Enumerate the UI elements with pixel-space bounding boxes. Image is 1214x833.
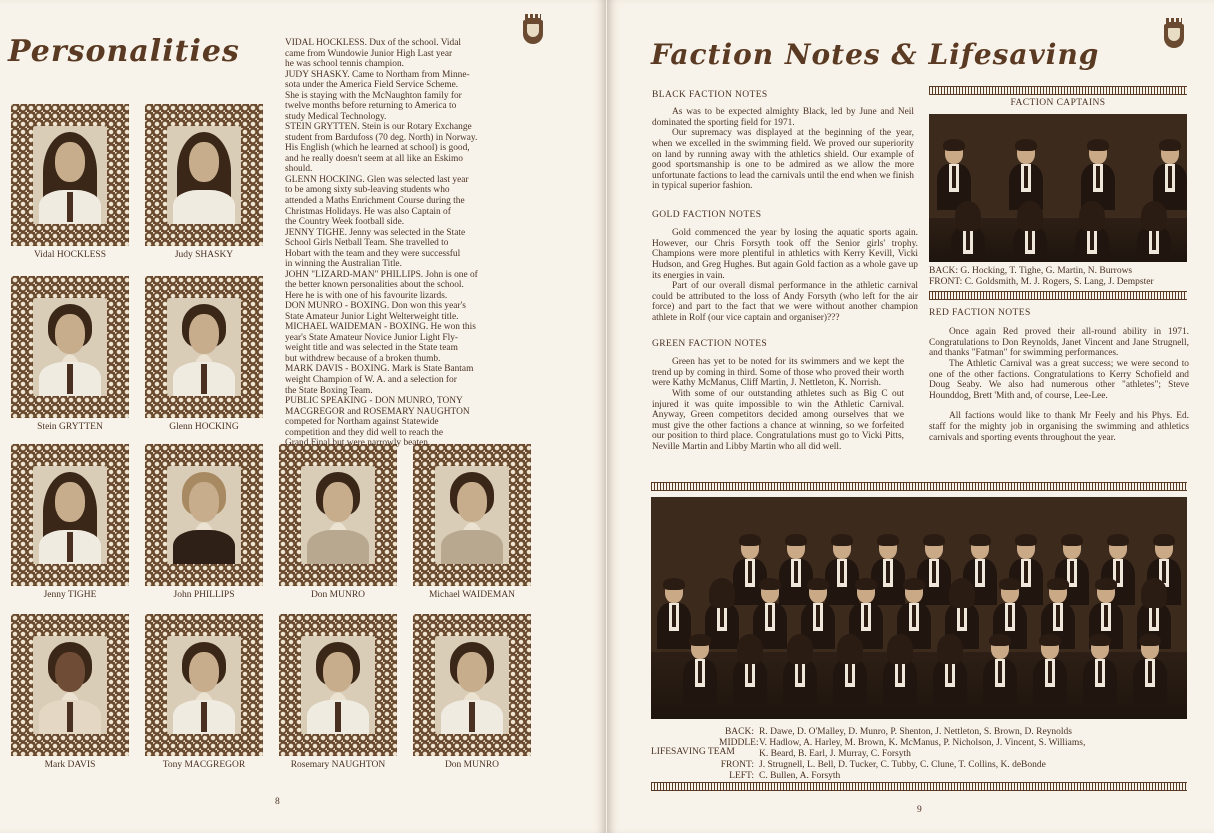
bio-line: and he really doesn't seem at all like an Eskimo (285, 153, 463, 164)
faction-captains-heading: FACTION CAPTAINS (1010, 98, 1106, 108)
bio-line: Here he is with one of his favourite lizards. (285, 290, 448, 301)
bio-line: Christmas Holidays. He was also Captain of (285, 206, 451, 217)
decorative-border (651, 482, 1187, 491)
red-faction-heading: RED FACTION NOTES (929, 308, 1031, 318)
green-faction-text (652, 357, 904, 453)
bio-line: competition and they did well to reach the (285, 427, 444, 438)
caption-names: J. Strugnell, L. Bell, D. Tucker, C. Tubby, C. Clune, T. Collins, K. deBonde (759, 759, 1046, 770)
lifesaving-team-caption (719, 727, 1189, 782)
bio-line: Grand Final but were narrowly beaten. (285, 438, 431, 449)
bio-line: She is staying with the McNaughton family for (285, 90, 462, 101)
paragraph: Green has yet to be noted for its swimmers and we kept the trend up by coming in third. Some of those who proved their worth were Kathy McManus, Cliff Martin, J. Nettleton, K. Norrish. (652, 357, 904, 389)
bio-line: Hobart with the team and they were successful (285, 248, 461, 259)
caption-names: G. Hocking, T. Tighe, G. Martin, N. Burrows (960, 266, 1133, 276)
bio-line: JUDY SHASKY. Came to Northam from Minne- (285, 69, 470, 80)
caption-names: K. Beard, B. Earl, J. Murray, C. Forsyth (759, 748, 911, 759)
caption-names: C. Goldsmith, M. J. Rogers, S. Lang, J. Dempster (964, 276, 1154, 287)
bio-line: State Amateur Junior Light Welterweight title. (285, 311, 459, 322)
caption-label: FRONT: (929, 276, 963, 287)
bio-line: but withdrew because of a broken thumb. (285, 353, 441, 364)
right-page (607, 0, 1214, 833)
caption-names: C. Bullen, A. Forsyth (759, 770, 841, 781)
bio-line: PUBLIC SPEAKING - DON MUNRO, TONY (285, 396, 463, 407)
paragraph: With some of our outstanding athletes such as Big C out injured it was quite impossible to win the Athletic Carnival. Anyway, Green competitors decided among ourselves that we must give the other factions a chance at winning, so we forfeited our position to third place. Congratulations must go to Vicki Pitts, Neville Martin and Libby Martin who all did well. (652, 388, 904, 452)
bio-line: DON MUNRO - BOXING. Don won this year's (285, 301, 466, 312)
portrait-name: Tony MACGREGOR (162, 760, 246, 770)
bio-line: MICHAEL WAIDEMAN - BOXING. He won this (285, 322, 476, 333)
portrait-name: Rosemary NAUGHTON (290, 760, 386, 770)
bio-line: student from Bardufoss (70 deg. North) in Norway. (285, 132, 478, 143)
bio-line: twelve months before returning to America to (285, 101, 457, 112)
bio-line: he was school tennis champion. (285, 59, 404, 70)
green-faction-heading: GREEN FACTION NOTES (652, 339, 768, 349)
bio-line: STEIN GRYTTEN. Stein is our Rotary Exchange (285, 122, 472, 133)
caption-label: MIDDLE: (719, 737, 759, 748)
portrait-name: Jenny TIGHE (43, 590, 97, 600)
bio-line: should. (285, 164, 313, 175)
portrait-name: John PHILLIPS (173, 590, 235, 600)
bio-line: JENNY TIGHE. Jenny was selected in the State (285, 227, 466, 238)
bio-line: competed for Northam against Statewide (285, 417, 439, 428)
red-faction-text (929, 327, 1189, 443)
caption-label: BACK: (929, 266, 959, 276)
paragraph: Once again Red proved their all-round ability in 1971. Congratulations to Don Reynolds, Janet Vincent and Jane Strugnell, and thanks "Fatman" for swimming performances. (929, 327, 1189, 359)
bio-line: came from Wundowie Junior High Last year (285, 48, 453, 59)
bio-line: year's State Amateur Novice Junior Light Fly- (285, 332, 459, 343)
paragraph: As was to be expected almighty Black, led by June and Neil dominated the sporting field for 1971. (652, 107, 914, 128)
faction-captains-caption (929, 266, 1191, 288)
page-title-faction-notes: Faction Notes & Lifesaving (651, 38, 1100, 71)
decorative-border (929, 86, 1187, 95)
bio-line: the Country Week football side. (285, 217, 405, 228)
portrait-name: Judy SHASKY (174, 250, 234, 260)
gold-faction-heading: GOLD FACTION NOTES (652, 210, 762, 220)
portrait-name: Stein GRYTTEN (37, 422, 103, 432)
paragraph: All factions would like to thank Mr Feely and his Phys. Ed. staff for the mighty job in organising the swimming and athletics carnivals and sporting events throughout the year. (929, 411, 1189, 443)
portrait-name: Mark DAVIS (44, 760, 96, 770)
portrait-name: Don MUNRO (310, 590, 366, 600)
caption-names: R. Dawe, D. O'Malley, D. Munro, P. Shenton, J. Nettleton, S. Brown, D. Reynolds (759, 727, 1072, 737)
bio-line: MARK DAVIS - BOXING. Mark is State Bantam (285, 364, 474, 375)
personalities-bio-text (285, 38, 520, 449)
bio-line: in winning the Australian Title. (285, 259, 402, 270)
left-page (0, 0, 606, 833)
paragraph: The Athletic Carnival was a great success; we were second to one of the other factions. Congratulations to Kerry Schofield and Doug Seaby. We also had numerous other "athletes"; Steve Hounddog, Brett 'Mith and, of course, Lee-Lee. (929, 358, 1189, 401)
school-crest-icon (1163, 18, 1185, 50)
page-number-right: 9 (917, 805, 922, 815)
portrait-name: Glenn HOCKING (169, 422, 239, 432)
bio-line: GLENN HOCKING. Glen was selected last year (285, 174, 469, 185)
gold-faction-text (652, 228, 918, 324)
bio-line: JOHN "LIZARD-MAN" PHILLIPS. John is one of (285, 269, 478, 280)
portrait-name: Vidal HOCKLESS (33, 250, 106, 260)
decorative-border (651, 782, 1187, 791)
portrait-name: Michael WAIDEMAN (428, 590, 516, 600)
bio-line: MACGREGOR and ROSEMARY NAUGHTON (285, 406, 470, 417)
faction-captains-photo (929, 114, 1187, 262)
caption-label: LEFT: (729, 770, 754, 781)
lifesaving-team-label: LIFESAVING TEAM (651, 747, 735, 757)
decorative-border (929, 291, 1187, 300)
bio-line: sota under the America Field Service Scheme. (285, 80, 459, 91)
lifesaving-team-photo (651, 497, 1187, 719)
bio-line: weight title and was selected in the State team (285, 343, 458, 354)
page-number-left: 8 (275, 797, 280, 807)
bio-line: His English (which he learned at school) is good, (285, 143, 470, 154)
bio-line: the better known personalities about the school. (285, 280, 464, 291)
black-faction-heading: BLACK FACTION NOTES (652, 90, 768, 100)
bio-line: the State Boxing Team. (285, 385, 373, 396)
paragraph: Part of our overall dismal performance in the athletic carnival could be attributed to the loss of Andy Forsyth (who left for the air force) and part to the fact that we were without another champion athlete in Rolf (our vice captain and organiser)??? (652, 281, 918, 323)
portrait-name: Don MUNRO (444, 760, 500, 770)
caption-names: V. Hadlow, A. Harley, M. Brown, K. McManus, P. Nicholson, J. Vincent, S. Williams, (759, 737, 1086, 748)
caption-label: FRONT: (720, 759, 754, 770)
bio-line: to be among sixty sub-leaving students who (285, 185, 450, 196)
bio-line: VIDAL HOCKLESS. Dux of the school. Vidal (285, 38, 461, 48)
school-crest-icon (522, 14, 544, 46)
paragraph: Gold commenced the year by losing the aquatic sports again. However, our Chris Forsyth took off the Senior girls' trophy. Champions were more plentiful in athletics with Kerry Kevill, Vicki Hudson, and Greg Hughes. But again Gold faction as a whole gave up its energies in vain. (652, 228, 918, 281)
paragraph: Our supremacy was displayed at the beginning of the year, when we excelled in the swimming field. We proved our superiority on land by running away with the athletics shield. Our example of good sportsmanship is one to be admired as we allow the more unfortunate factions to lead the carnivals until the end when we finish in typical superior fashion. (652, 128, 914, 192)
bio-line: attended a Maths Enrichment Course during the (285, 195, 465, 206)
page-title-personalities: Personalities (8, 34, 240, 69)
bio-line: School Girls Netball Team. She travelled to (285, 238, 449, 249)
caption-label: BACK: (724, 727, 754, 737)
caption-label (719, 749, 759, 760)
bio-line: weight Champion of W. A. and a selection for (285, 375, 457, 385)
black-faction-text (652, 107, 914, 192)
bio-line: study Medical Technology. (285, 111, 387, 122)
